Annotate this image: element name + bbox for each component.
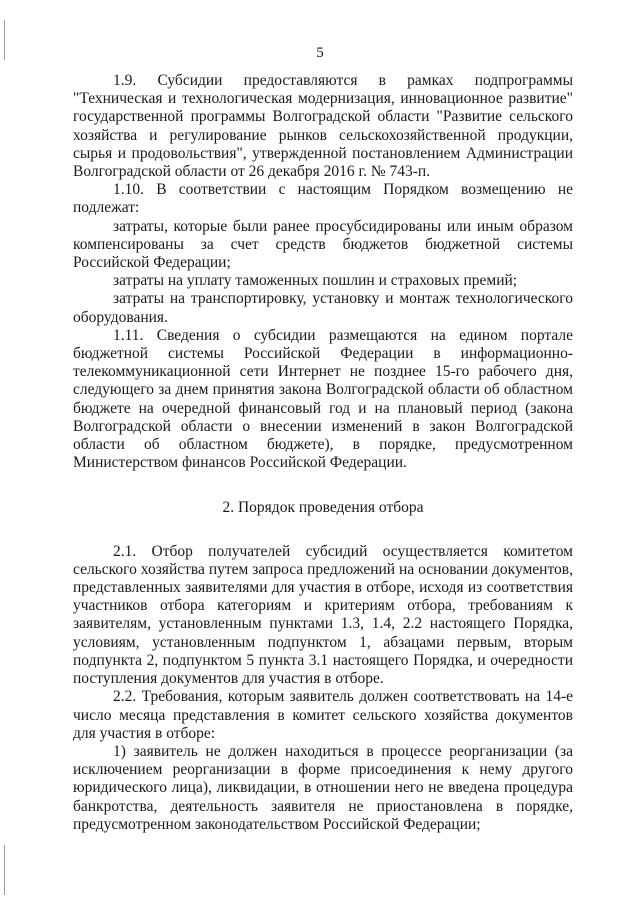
paragraph-2-2: 2.2. Требования, которым заявитель должен соответствовать на 14-е число месяца представления в комитет сельского хозяйства документов для участия в отборе:: [73, 688, 573, 742]
paragraph-1-10: 1.10. В соответствии с настоящим Порядком возмещению не подлежат:: [73, 181, 573, 217]
section-heading: 2. Порядок проведения отбора: [222, 499, 424, 517]
scan-edge-mark: [4, 20, 5, 60]
scan-edge-mark: [4, 845, 5, 895]
paragraph-1-10-item-c: затраты на транспортировку, установку и монтаж технологического оборудования.: [73, 290, 573, 326]
paragraph-1-11: 1.11. Сведения о субсидии размещаются на едином портале бюджетной системы Российской Федерации в информационно-телекоммуникационной сети Интернет не позднее 15-го рабочего дня, следующего за днем принятия закона Волгоградской области об областном бюджете на очередной финансовый год и на плановый период (закона Волгоградской области о внесении изменений в закон Волгоградской области об областном бюджете), в порядке, предусмотренном Министерством финансов Российской Федерации.: [73, 326, 573, 472]
paragraph-1-10-item-b: затраты на уплату таможенных пошлин и страховых премий;: [113, 272, 518, 290]
page-number: 5: [316, 45, 324, 61]
document-body: [73, 72, 573, 834]
paragraph-2-2-item-1: 1) заявитель не должен находиться в процессе реорганизации (за исключением реорганизации в форме присоединения к нему другого юридического лица), ликвидации, в отношении него не введена процедура банкротства, деятельность заявителя не приостановлена в порядке, предусмотренном законодательством Российской Федерации;: [73, 742, 573, 833]
paragraph-2-1: 2.1. Отбор получателей субсидий осуществляется комитетом сельского хозяйства путем запроса предложений на основании документов, представленных заявителями для участия в отборе, исходя из соответствия участников отбора категориям и критериям отбора, требованиям к заявителям, установленным пунктами 1.3, 1.4, 2.2 настоящего Порядка, условиям, установленным подпунктом 1, абзацами первым, вторым подпункта 2, подпунктом 5 пункта 3.1 настоящего Порядка, и очередности поступления документов для участия в отборе.: [73, 542, 573, 688]
paragraph-1-10-item-a: затраты, которые были ранее просубсидированы или иным образом компенсированы за счет средств бюджетов бюджетной системы Российской Федерации;: [73, 217, 573, 272]
paragraph-1-9: 1.9. Субсидии предоставляются в рамках подпрограммы "Техническая и технологическая модернизация, инновационное развитие" государственной программы Волгоградской области "Развитие сельского хозяйства и регулирование рынков сельскохозяйственной продукции, сырья и продовольствия", утвержденной постановлением Администрации Волгоградской области от 26 декабря 2016 г. № 743-п.: [73, 72, 573, 181]
